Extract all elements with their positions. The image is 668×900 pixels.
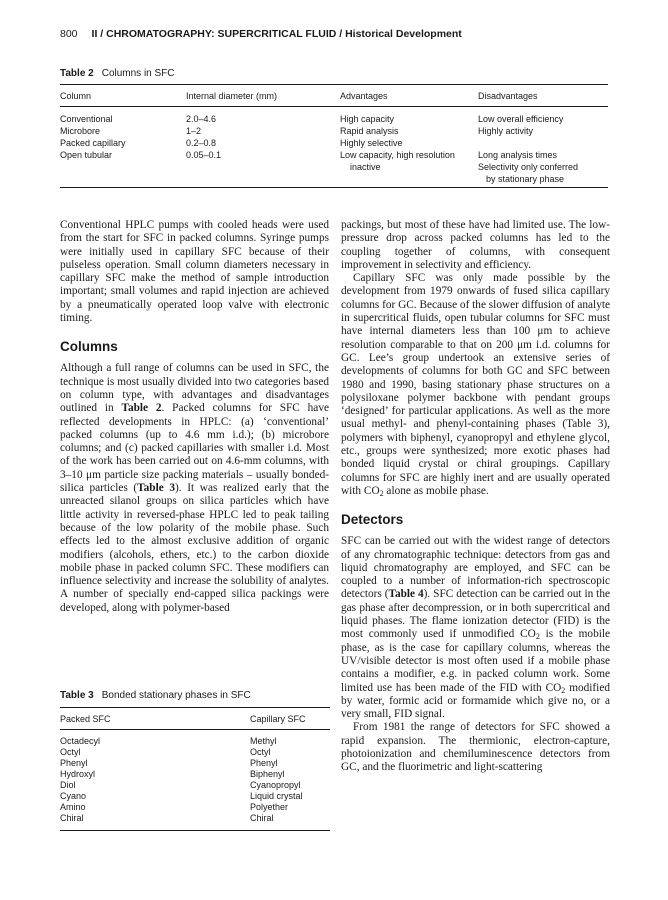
table2-cell: 1–2 — [186, 126, 202, 136]
table3-header-cell: Packed SFC — [60, 714, 111, 724]
right-column — [341, 219, 610, 775]
text-run: ). SFC detection can be carried out in the gas phase after decompression, or in both supercritical and liquid phases. The flame ionization detector (FID) is the most commonly used if unmodified CO — [341, 588, 610, 641]
table2-cell: inactive — [350, 162, 381, 172]
table2-cell: Selectivity only conferred — [478, 162, 579, 172]
table3-cell: Amino — [60, 802, 86, 812]
table3-cell: Phenyl — [250, 758, 278, 768]
table3-cell: Liquid crystal — [250, 791, 303, 801]
table3-cell: Octadecyl — [60, 736, 101, 746]
table2-cell: Highly activity — [478, 126, 534, 136]
table2-cell: High capacity — [340, 114, 395, 124]
text-run: ). It was realized early that the unreacted silanol groups on silica particles which have little activity in reversed-phase HPLC led to peak tailing because of the low polarity of the mobile phase. Such effects led to the almost exclusive addition of organic modifiers (alcohols, ethers, etc.) to the carbon dioxide mobile phase in packed column SFC. These modifiers can influence selectivity and increase the solubility of analytes. A number of specially end-capped silica packings were developed, along with polymer-based — [60, 482, 329, 614]
running-title: II / CHROMATOGRAPHY: SUPERCRITICAL FLUID / Historical Development — [91, 28, 462, 40]
table2-header-cell: Internal diameter (mm) — [186, 91, 278, 101]
table3-cell: Methyl — [250, 736, 277, 746]
text-run: Capillary SFC was only made possible by the development from 1979 onwards of fused silica capillary columns for GC. Because of the slower diffusion of analyte in supercritical fluids, open tubular columns for SFC must have internal diameters less than 100 μm to achieve resolution comparable to that on 200 μm i.d. columns for GC. Lee’s group undertook an extensive series of developments of columns for both GC and SFC between 1980 and 1990, basing stationary phase structures on a polysiloxane polymer backbone with pendant groups ‘designed’ for particular applications. As well as the more usual methyl- and phenyl-containing phases (Table 3), polymers with biphenyl, cyanopropyl and ethylene glycol, etc., groups were synthesized; more exotic phases had bonded liquid crystal or chiral groupings. Capillary columns for SFC are highly inert and are usually operated with CO — [341, 272, 610, 497]
text-run: Although a full range of columns can be used in SFC, the technique is most usually divided into two categories based on column type, with advantages and disadvantages outlined in — [60, 362, 329, 415]
table3-mid-rule — [60, 729, 330, 730]
table2-cell: Packed capillary — [60, 138, 126, 148]
table2-cell: 2.0–4.6 — [186, 114, 217, 124]
section-heading-columns: Columns — [60, 339, 118, 355]
table2-cell: 0.2–0.8 — [186, 138, 217, 148]
table2-cell: Open tubular — [60, 150, 113, 160]
table2-cell: Rapid analysis — [340, 126, 399, 136]
text-run: is the mobile phase, as is the case for capillary columns, whereas the UV/visible detector is most often used if a mobile phase contains a modifier, e.g. in packed column work. Some limited use has been made of the FID with CO — [341, 628, 611, 694]
table2-top-rule — [60, 84, 608, 85]
table2-cell: Low capacity, high resolution — [340, 150, 455, 160]
table3-top-rule — [60, 707, 330, 708]
table2-header-cell: Disadvantages — [478, 91, 538, 101]
table2-cell: 0.05–0.1 — [186, 150, 222, 160]
body-paragraph: Conventional HPLC pumps with cooled heads were used from the start for SFC in packed columns. Syringe pumps were initially used in capillary SFC because of their pulseless operation. Small column diameters necessary in capillary SFC make the method of sample introduction important; small volumes and rapid injection are achieved by a pneumatically operated loop valve with electronic timing. — [60, 219, 329, 325]
body-paragraph: From 1981 the range of detectors for SFC showed a rapid expansion. The thermionic, electron-capture, photoionization and chemiluminescence detectors from GC, and the fluorimetric and light-scattering — [341, 721, 610, 774]
body-paragraph: packings, but most of these have had limited use. The low-pressure drop across packed columns has led to the coupling together of columns, with consequent improvement in selectivity and efficiency. — [341, 219, 610, 271]
table3-cell: Octyl — [250, 747, 271, 757]
table3-header-cell: Capillary SFC — [250, 714, 306, 724]
table2-label: Table 2 — [60, 68, 94, 79]
table2-cell: Microbore — [60, 126, 101, 136]
table2-cell: by stationary phase — [486, 174, 565, 184]
table3-cell: Chiral — [60, 813, 84, 823]
table2-cell: Highly selective — [340, 138, 403, 148]
subscript: 2 — [561, 685, 566, 695]
page-number: 800 — [60, 28, 78, 40]
body-paragraph — [60, 362, 329, 615]
table3-cell: Phenyl — [60, 758, 88, 768]
table2-cell: Low overall efficiency — [478, 114, 564, 124]
text-run: modified by water, formic acid or formamide which give no, or a very small, FID signal. — [341, 681, 610, 721]
table3-bottom-rule — [60, 830, 330, 831]
running-header — [60, 28, 462, 40]
body-paragraph — [341, 272, 610, 498]
table3-cell: Hydroxyl — [60, 769, 96, 779]
body-paragraph — [341, 535, 610, 721]
table3-cell: Biphenyl — [250, 769, 285, 779]
table3-cell: Chiral — [250, 813, 274, 823]
text-run: alone as mobile phase. — [383, 484, 489, 497]
table2-bottom-rule — [60, 187, 608, 188]
table2-mid-rule — [60, 106, 608, 107]
table3-caption — [60, 690, 251, 701]
table2-cell: Long analysis times — [478, 150, 558, 160]
table2-header-cell: Column — [60, 91, 92, 101]
table-ref: Table 4 — [388, 588, 424, 601]
table3-cell: Diol — [60, 780, 76, 790]
table3-cell: Cyanopropyl — [250, 780, 301, 790]
left-column — [60, 219, 329, 615]
table2-title: Columns in SFC — [101, 68, 175, 79]
table3-cell: Polyether — [250, 802, 289, 812]
table-ref: Table 3 — [137, 482, 176, 495]
text-run: SFC can be carried out with the widest range of detectors of any chromatographic technique: detectors from gas and liquid chromatography are employed, and SFC can be coupled to a number of information-rich spectroscopic detectors ( — [341, 535, 610, 601]
section-heading-detectors: Detectors — [341, 512, 404, 528]
table3-title: Bonded stationary phases in SFC — [101, 690, 251, 701]
table2-caption — [60, 68, 175, 79]
table3-cell: Cyano — [60, 791, 87, 801]
table2-cell: Conventional — [60, 114, 113, 124]
subscript: 2 — [379, 488, 384, 498]
table-ref: Table 2 — [121, 402, 162, 415]
subscript: 2 — [535, 632, 540, 642]
table2-header-cell: Advantages — [340, 91, 388, 101]
table3-cell: Octyl — [60, 747, 81, 757]
text-run: . Packed columns for SFC have reflected developments in HPLC: (a) ‘conventional’ packed columns (up to 4.6 mm i.d.); (b) microbore columns; and (c) packed capillaries with smaller i.d. Most of the work has been carried out on 4.6-mm columns, with 3–10 μm particle size packing materials – usually bonded-silica particles ( — [60, 402, 329, 495]
table3-label: Table 3 — [60, 690, 94, 701]
